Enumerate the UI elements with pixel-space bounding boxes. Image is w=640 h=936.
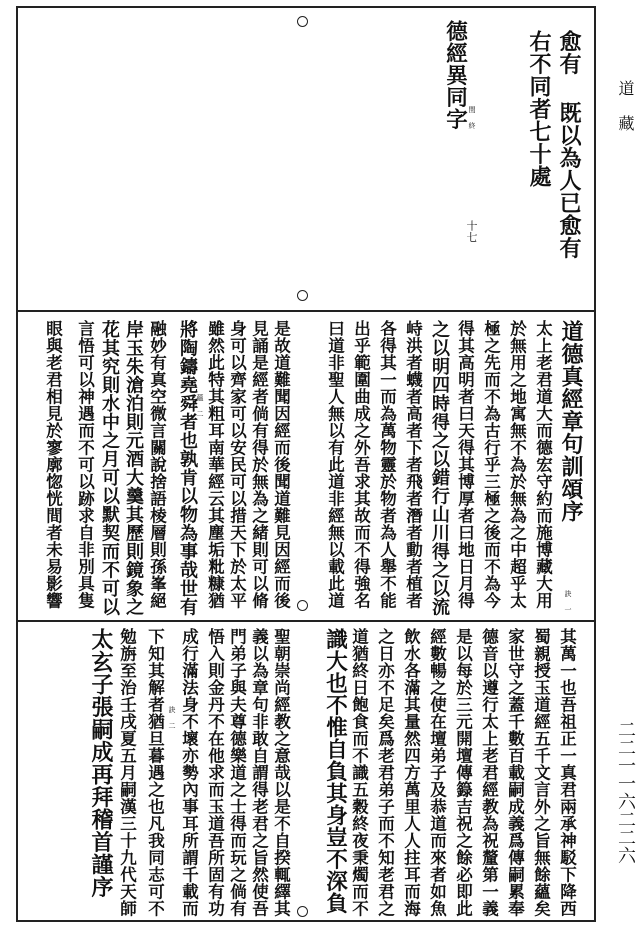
text-column: 成行滿法身不壞亦勢內事耳所謂千載而 bbox=[179, 628, 199, 917]
text-column: 悟入則金丹不在他求而玉道吾所固有功 bbox=[205, 628, 225, 917]
text-column: 身可以齊家可以安民可以措天下於太平 bbox=[227, 320, 247, 609]
text-column: 之日亦不足矣爲老君弟子而不知老君之 bbox=[375, 628, 395, 917]
text-column: 其萬一也吾祖正一真君兩承神駁下降西 bbox=[557, 628, 577, 917]
text-column: 極之先而不為古行乎三極之後而不為今 bbox=[481, 320, 501, 609]
leaf-mark: 十七 bbox=[465, 220, 478, 243]
text-column: 右不同者七十處 bbox=[526, 30, 552, 188]
binding-hole-marker bbox=[297, 906, 308, 917]
text-column: 下知其解者猶旦暮遇之也凡我同志可不 bbox=[145, 628, 165, 917]
text-column: 雖然此特其粗耳南華經云其塵垢粃糠猶 bbox=[205, 320, 225, 609]
text-column: 德音以遵行太上老君經教為祝釐第一義 bbox=[479, 628, 499, 917]
binding-hole-marker bbox=[297, 600, 308, 611]
text-column: 飲水各滿其量然四方萬里人人拄耳而海 bbox=[401, 628, 421, 917]
text-column: 經數暢之使在壇弟子及恭道而來者如魚 bbox=[427, 628, 447, 917]
text-column: 眼與老君相見於寥廓惚恍間者未易影響 bbox=[43, 320, 63, 609]
text-column: 道德真經章句訓頌序 bbox=[558, 320, 584, 523]
text-column: 峙洪者蠛者高者下者飛者潛者動者植者 bbox=[403, 320, 423, 609]
text-column: 家世守之蓋千數百載嗣成義爲傳嗣累奉 bbox=[505, 628, 525, 917]
text-column: 各得其一而為萬物靈於物者為人舉不能 bbox=[377, 320, 397, 609]
text-column: 得其高明者曰天得其博厚者曰地日月得 bbox=[455, 320, 475, 609]
panel-divider-bottom bbox=[16, 620, 596, 622]
panel-divider-top bbox=[16, 310, 596, 312]
title-annotation: 閏 終 bbox=[468, 106, 476, 130]
binding-hole-marker bbox=[297, 290, 308, 301]
text-column: 見誦是經者倘有得於無為之緒則可以脩 bbox=[249, 320, 269, 609]
leaf-mark: 訣 一 bbox=[564, 590, 572, 614]
text-column: 言悟可以神遇而不可以跡求自非別具隻 bbox=[75, 320, 95, 609]
text-column: 門弟子與夫尊德樂道之士得而玩之倘有 bbox=[227, 628, 247, 917]
section-title: 德經異同字 bbox=[442, 20, 468, 130]
text-column: 曰道非聖人無以有此道非經無以載此道 bbox=[325, 320, 345, 609]
text-column: 融妙有真空微言關說捨語棱層則孫峯絕 bbox=[147, 320, 167, 609]
text-column: 出乎範圍曲成之外吾求其故而不得強名 bbox=[351, 320, 371, 609]
text-column: 太玄子張嗣成再拜稽首謹序 bbox=[88, 628, 114, 898]
text-column: 道猶終日飽食而不識五穀終夜秉燭而不 bbox=[349, 628, 369, 917]
text-column: 太上老君道大而德宏守約而施博藏大用 bbox=[533, 320, 553, 609]
text-column: 岸玉朱滄泊則元酒大羹其歷則鏡象之 bbox=[123, 320, 144, 616]
text-column: 是故道難聞因經而後聞道難見因經而後 bbox=[271, 320, 291, 609]
text-column: 於無用之地寓無不為於無為之中超乎太 bbox=[507, 320, 527, 609]
text-column: 之以明四時得之以錯行山川得之以流 bbox=[429, 320, 450, 616]
text-column: 是以每於三元開壇傳籙吉祝之餘必即此 bbox=[453, 628, 473, 917]
collection-margin-label: 道 藏 bbox=[616, 80, 635, 131]
text-column: 將陶鑄堯舜者也孰肯以物為事哉世有 bbox=[177, 320, 198, 616]
text-column: 勉旃至治壬戌夏五月嗣漢三十九代天師 bbox=[117, 628, 137, 917]
text-column: 愈有 既以為人已愈有 bbox=[556, 30, 582, 259]
text-column: 義以為章句非敢自謂得老君之旨然使吾 bbox=[249, 628, 269, 917]
text-column: 花其究則水中之月可以默契而不可以 bbox=[99, 320, 120, 616]
interline-mark: 蘊 二 bbox=[196, 394, 204, 418]
binding-hole-marker bbox=[297, 16, 308, 27]
leaf-mark: 訣 二 bbox=[168, 706, 176, 730]
page-number: 二二一一六二二六 bbox=[615, 720, 636, 864]
text-column: 蜀親授玉道經五千文言外之旨無餘蘊矣 bbox=[531, 628, 551, 917]
text-column: 聖朝崇尚經教之意哉以是不自揆輒繹其 bbox=[271, 628, 291, 917]
text-column: 識大也不惟自負其身豈不深負 bbox=[322, 628, 348, 914]
